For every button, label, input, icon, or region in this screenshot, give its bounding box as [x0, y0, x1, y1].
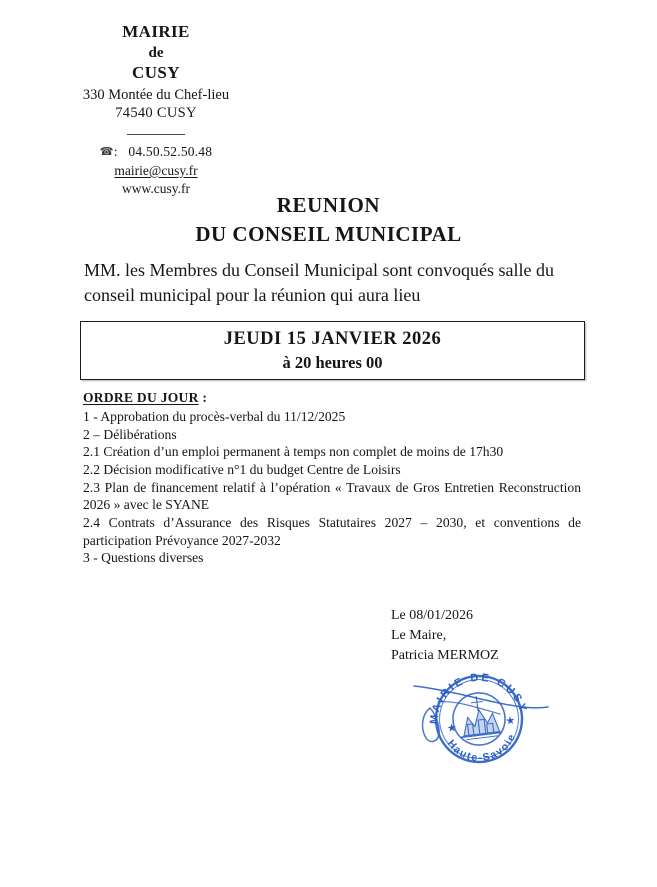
phone-separator: : [113, 144, 118, 160]
stamp-lower-text: Haute-Savoie [444, 731, 519, 765]
list-item: 2.4 Contrats d’Assurance des Risques Statutaires 2027 – 2030, et conventions de participation Prévoyance 2027-2032 [83, 515, 581, 548]
official-stamp-seal [408, 662, 560, 766]
letterhead [36, 22, 276, 198]
signature-date: Le 08/01/2026 [391, 608, 474, 623]
stamp-outer-text: MAIRIE DE CUSY [428, 671, 530, 725]
svg-text:★: ★ [446, 720, 458, 735]
letterhead-address-street: 330 Montée du Chef-lieu [82, 86, 230, 103]
letterhead-org-line1: MAIRIE [122, 22, 190, 41]
intro-paragraph: MM. les Membres du Conseil Municipal sont convoqués salle du conseil municipal pour la réunion qui aura lieu [84, 260, 554, 306]
letterhead-address-city: 74540 CUSY [115, 105, 197, 122]
meeting-date-box [80, 321, 585, 380]
list-item: 2.3 Plan de financement relatif à l’opération « Travaux de Gros Entretien Reconstruction 2026 » avec le SYANE [83, 479, 581, 513]
telephone-icon: ☎ [99, 145, 114, 159]
title-line-1: REUNION [276, 193, 381, 217]
letterhead-org-line3: CUSY [132, 63, 180, 83]
signature-name: Patricia MERMOZ [391, 647, 499, 663]
meeting-date: JEUDI 15 JANVIER 2026 [223, 328, 442, 349]
letterhead-org-line2: de [148, 44, 164, 61]
list-item: 2 – Délibérations [83, 426, 177, 442]
list-item: 2.2 Décision modificative n°1 du budget Centre de Loisirs [83, 462, 401, 478]
page-title [0, 193, 657, 247]
letterhead-phone: 04.50.52.50.48 [128, 144, 213, 160]
agenda-section [83, 390, 581, 567]
letterhead-divider [127, 134, 185, 135]
letterhead-website: www.cusy.fr [122, 181, 190, 197]
list-item: 2.1 Création d’un emploi permanent à temps non complet de moins de 17h30 [83, 444, 504, 460]
svg-text:★: ★ [504, 713, 517, 728]
list-item: 3 - Questions diverses [83, 550, 204, 566]
list-item: 1 - Approbation du procès-verbal du 11/12/2025 [83, 409, 346, 424]
agenda-heading-colon: : [198, 390, 208, 405]
meeting-time: à 20 heures 00 [282, 352, 383, 372]
agenda-heading-text: ORDRE DU JOUR [83, 390, 199, 405]
agenda-list [83, 408, 581, 567]
letterhead-email: mairie@cusy.fr [114, 162, 198, 178]
signature-role: Le Maire, [391, 627, 447, 643]
title-line-2: DU CONSEIL MUNICIPAL [195, 222, 462, 246]
agenda-heading [83, 390, 581, 406]
letterhead-phone-row [36, 144, 276, 160]
signature-block [391, 606, 499, 666]
